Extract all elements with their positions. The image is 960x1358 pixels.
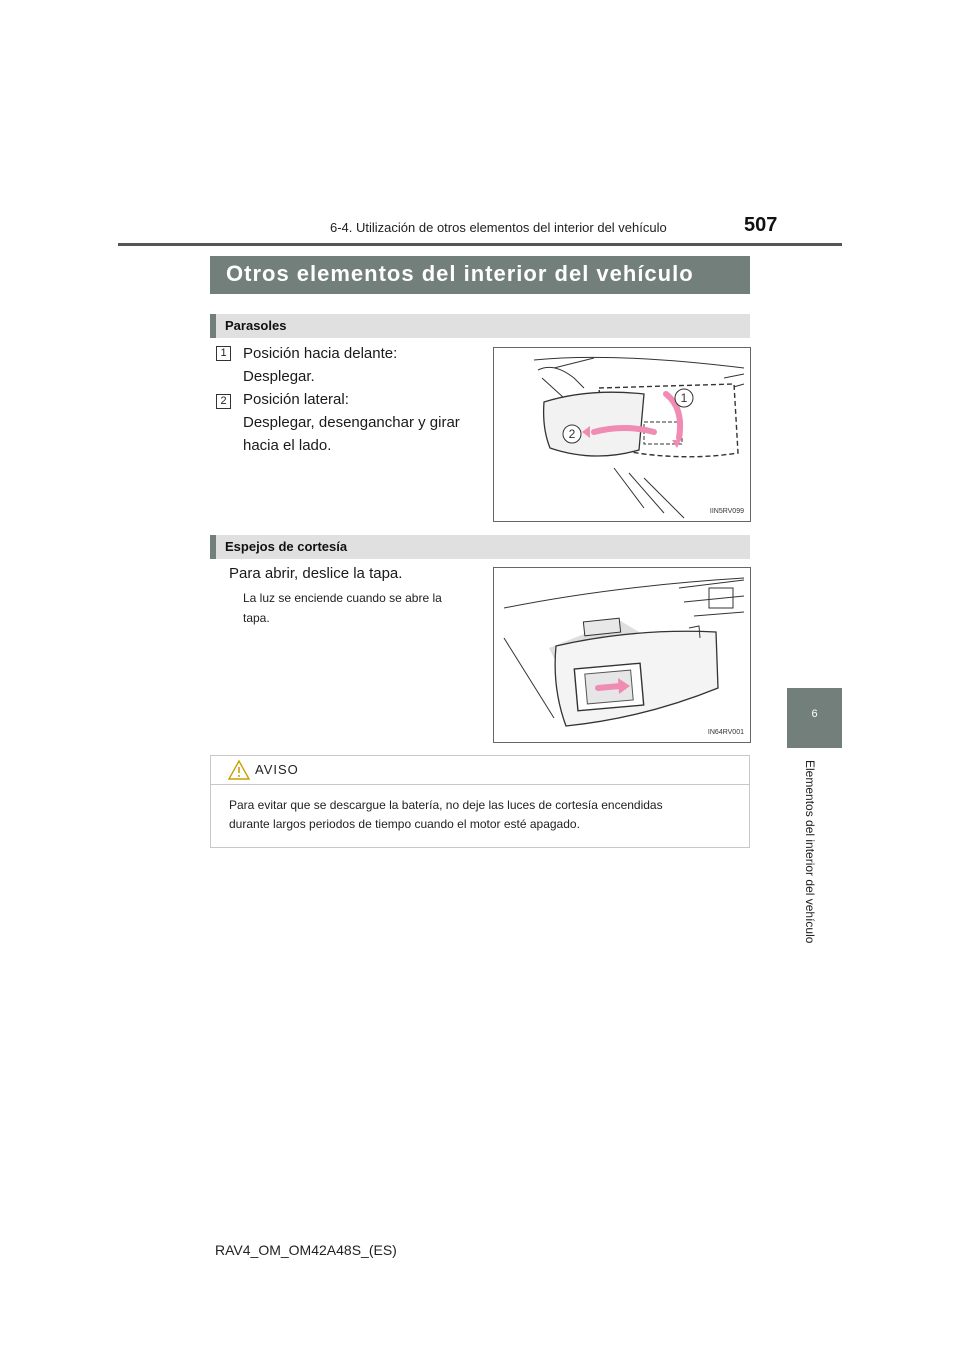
warning-text-line1: Para evitar que se descargue la batería, no deje las luces de cortesía encendidas (229, 798, 663, 812)
sunvisor-item-2-line1: Posición lateral: (243, 391, 349, 408)
warning-text (229, 796, 741, 834)
mirror-note-line2: tapa. (243, 611, 270, 625)
mirror-note-line1: La luz se enciende cuando se abre la (243, 591, 442, 605)
sunvisor-figure (493, 347, 751, 522)
item-badge-1: 1 (216, 346, 231, 361)
subheading-sunvisors: Parasoles (210, 314, 750, 338)
warning-triangle-icon (227, 759, 251, 781)
model-code: RAV4_OM_OM42A48S_(ES) (215, 1242, 397, 1258)
callout-2: 2 (568, 427, 576, 441)
mirror-illustration (494, 568, 750, 742)
warning-box (210, 755, 750, 848)
sunvisor-illustration (494, 348, 750, 521)
chapter-number: 6 (811, 708, 818, 720)
chapter-title: Elementos del interior del vehículo (803, 760, 817, 944)
warning-label: AVISO (255, 762, 299, 777)
header-divider (118, 243, 842, 246)
mirror-figure (493, 567, 751, 743)
warning-text-line2: durante largos periodos de tiempo cuando el motor esté apagado. (229, 817, 580, 831)
running-header: 6-4. Utilización de otros elementos del interior del vehículo (330, 220, 667, 235)
warning-header (211, 756, 749, 785)
sunvisor-item-2-line2: Desplegar, desenganchar y girar (243, 414, 460, 431)
page-number: 507 (744, 214, 778, 236)
item-badge-2: 2 (216, 394, 231, 409)
sunvisor-item-2 (243, 388, 481, 457)
subheading-mirrors: Espejos de cortesía (210, 535, 750, 559)
figure-code: IN64RV001 (707, 729, 744, 736)
mirror-note (243, 588, 481, 628)
sunvisor-item-1 (243, 342, 481, 388)
sunvisor-item-1-line1: Posición hacia delante: (243, 345, 398, 362)
section-title: Otros elementos del interior del vehículo (210, 256, 750, 294)
callout-1: 1 (680, 391, 688, 405)
sunvisor-item-1-line2: Desplegar. (243, 368, 315, 385)
mirror-instruction: Para abrir, deslice la tapa. (229, 565, 403, 582)
sunvisor-item-2-line3: hacia el lado. (243, 437, 332, 454)
figure-code: IIN5RV099 (709, 508, 744, 515)
